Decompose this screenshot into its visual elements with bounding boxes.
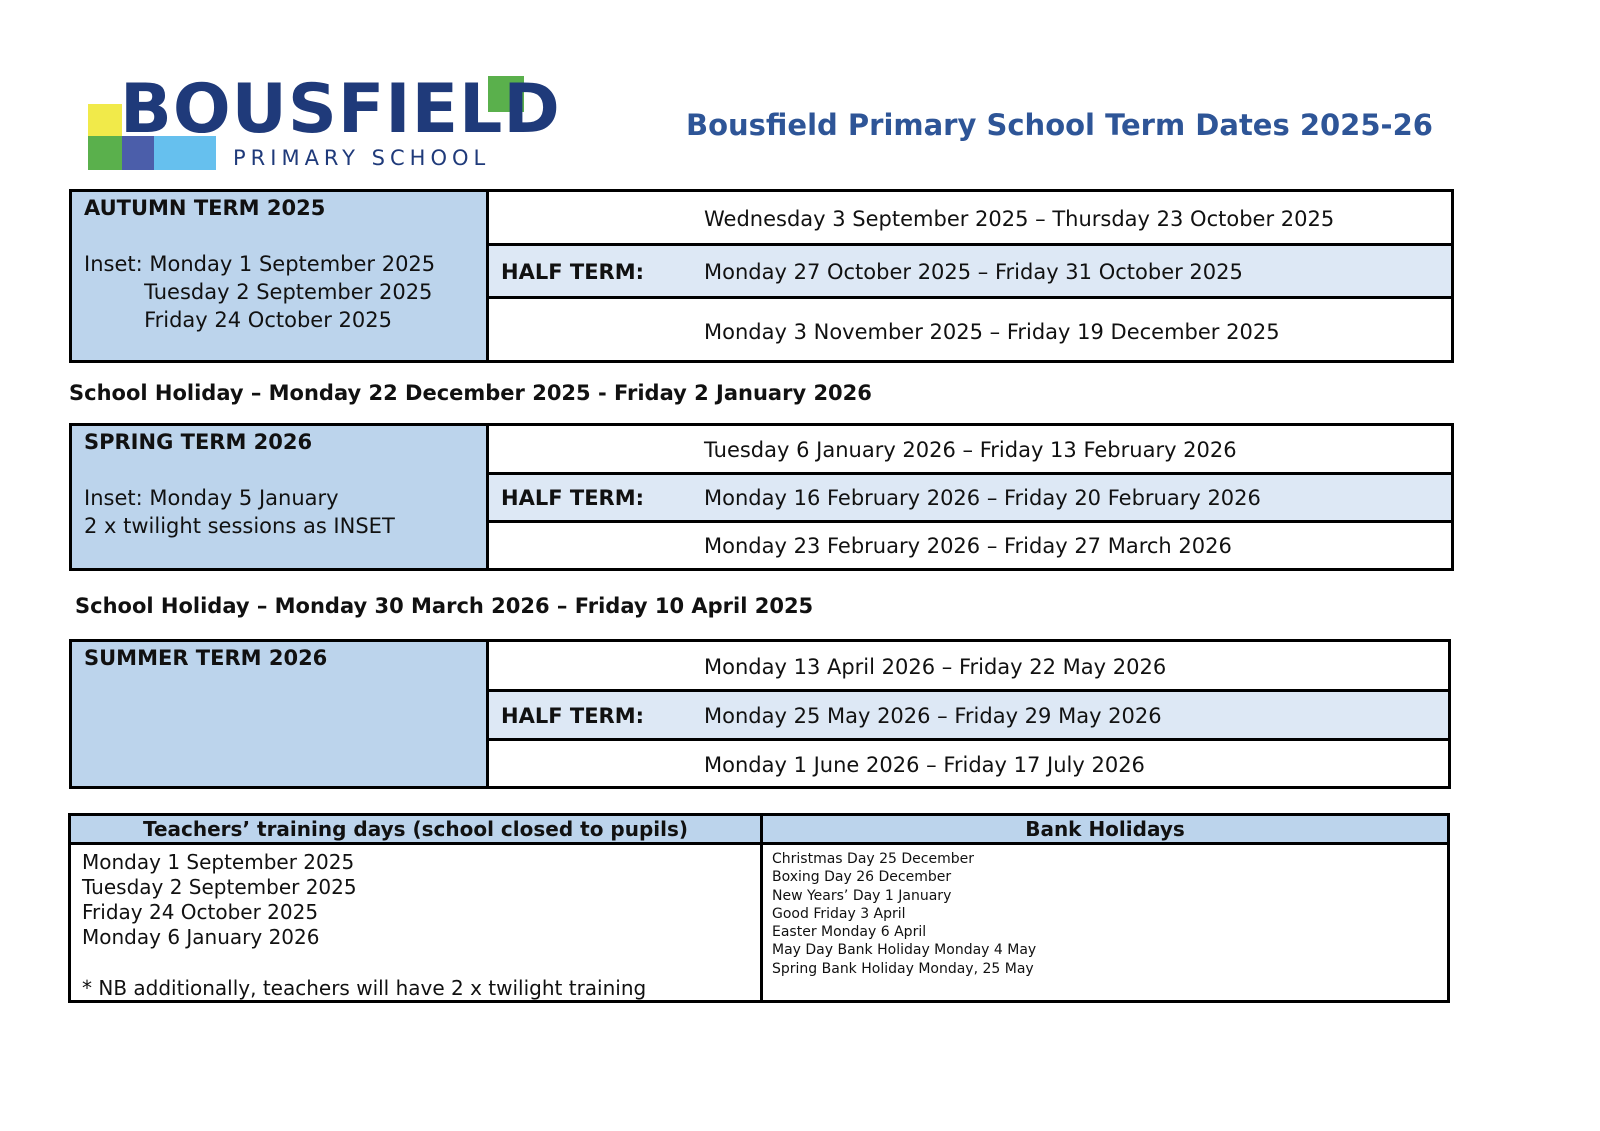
term-row: [489, 192, 1451, 246]
logo-tagline: PRIMARY SCHOOL: [233, 146, 491, 170]
term-info-cell: [72, 642, 489, 786]
half-term-label: HALF TERM:: [501, 704, 645, 728]
school-holiday-easter: School Holiday – Monday 30 March 2026 – Friday 10 April 2025: [75, 594, 814, 618]
term-name: AUTUMN TERM 2025: [84, 196, 326, 220]
half-term-dates: Monday 16 February 2026 – Friday 20 February 2026: [704, 486, 1261, 510]
term-dates: Monday 13 April 2026 – Friday 22 May 2026: [704, 655, 1167, 679]
school-holiday-christmas: School Holiday – Monday 22 December 2025 - Friday 2 January 2026: [69, 381, 872, 405]
half-term-label: HALF TERM:: [501, 260, 645, 284]
half-term-dates: Monday 27 October 2025 – Friday 31 October 2025: [704, 260, 1243, 284]
term-dates: Monday 1 June 2026 – Friday 17 July 2026: [704, 753, 1145, 777]
term-info-cell: [72, 426, 489, 568]
term-row: [489, 741, 1448, 786]
training-days-list: Monday 1 September 2025 Tuesday 2 September 2025 Friday 24 October 2025 Monday 6 January 2026: [82, 850, 357, 949]
term-row: [489, 299, 1451, 360]
half-term-row: [489, 475, 1451, 523]
half-term-row: [489, 692, 1448, 741]
half-term-dates: Monday 25 May 2026 – Friday 29 May 2026: [704, 704, 1162, 728]
term-info-cell: [72, 192, 489, 360]
inset-notes: Inset: Monday 1 September 2025 Tuesday 2 September 2025 Friday 24 October 2025: [84, 252, 436, 332]
term-name: SPRING TERM 2026: [84, 430, 313, 454]
autumn-term-table: [69, 189, 1454, 363]
bank-holidays-header: Bank Holidays: [763, 816, 1447, 845]
logo-wordmark: BOUSFIELD: [120, 70, 561, 149]
inset-notes: Inset: Monday 5 January 2 x twilight sessions as INSET: [84, 486, 395, 538]
half-term-row: [489, 246, 1451, 299]
term-row: [489, 426, 1451, 475]
bank-holidays-list: Christmas Day 25 December Boxing Day 26 December New Years’ Day 1 January Good Friday 3 April Easter Monday 6 April May Day Bank Holiday Monday 4 May Spring Bank Holiday Monday, 25 May: [772, 851, 1037, 977]
half-term-label: HALF TERM:: [501, 486, 645, 510]
term-name: SUMMER TERM 2026: [84, 646, 328, 670]
term-row: [489, 523, 1451, 568]
term-dates: Wednesday 3 September 2025 – Thursday 23 October 2025: [704, 207, 1335, 231]
twilight-note: * NB additionally, teachers will have 2 x twilight training: [82, 976, 647, 1000]
training-and-bank-holidays-table: [68, 813, 1450, 1003]
school-logo: [88, 70, 561, 176]
term-dates: Tuesday 6 January 2026 – Friday 13 February 2026: [704, 438, 1237, 462]
term-dates: Monday 3 November 2025 – Friday 19 December 2025: [704, 320, 1280, 344]
column-divider: [760, 816, 763, 1000]
term-dates: Monday 23 February 2026 – Friday 27 March 2026: [704, 534, 1232, 558]
logo-yellow-square: [88, 104, 122, 140]
page-title: Bousfield Primary School Term Dates 2025-26: [686, 108, 1433, 142]
spring-term-table: [69, 423, 1454, 571]
term-row: [489, 642, 1448, 692]
logo-green-square: [88, 136, 122, 170]
summer-term-table: [69, 639, 1451, 789]
training-header: Teachers’ training days (school closed to pupils): [71, 816, 760, 845]
